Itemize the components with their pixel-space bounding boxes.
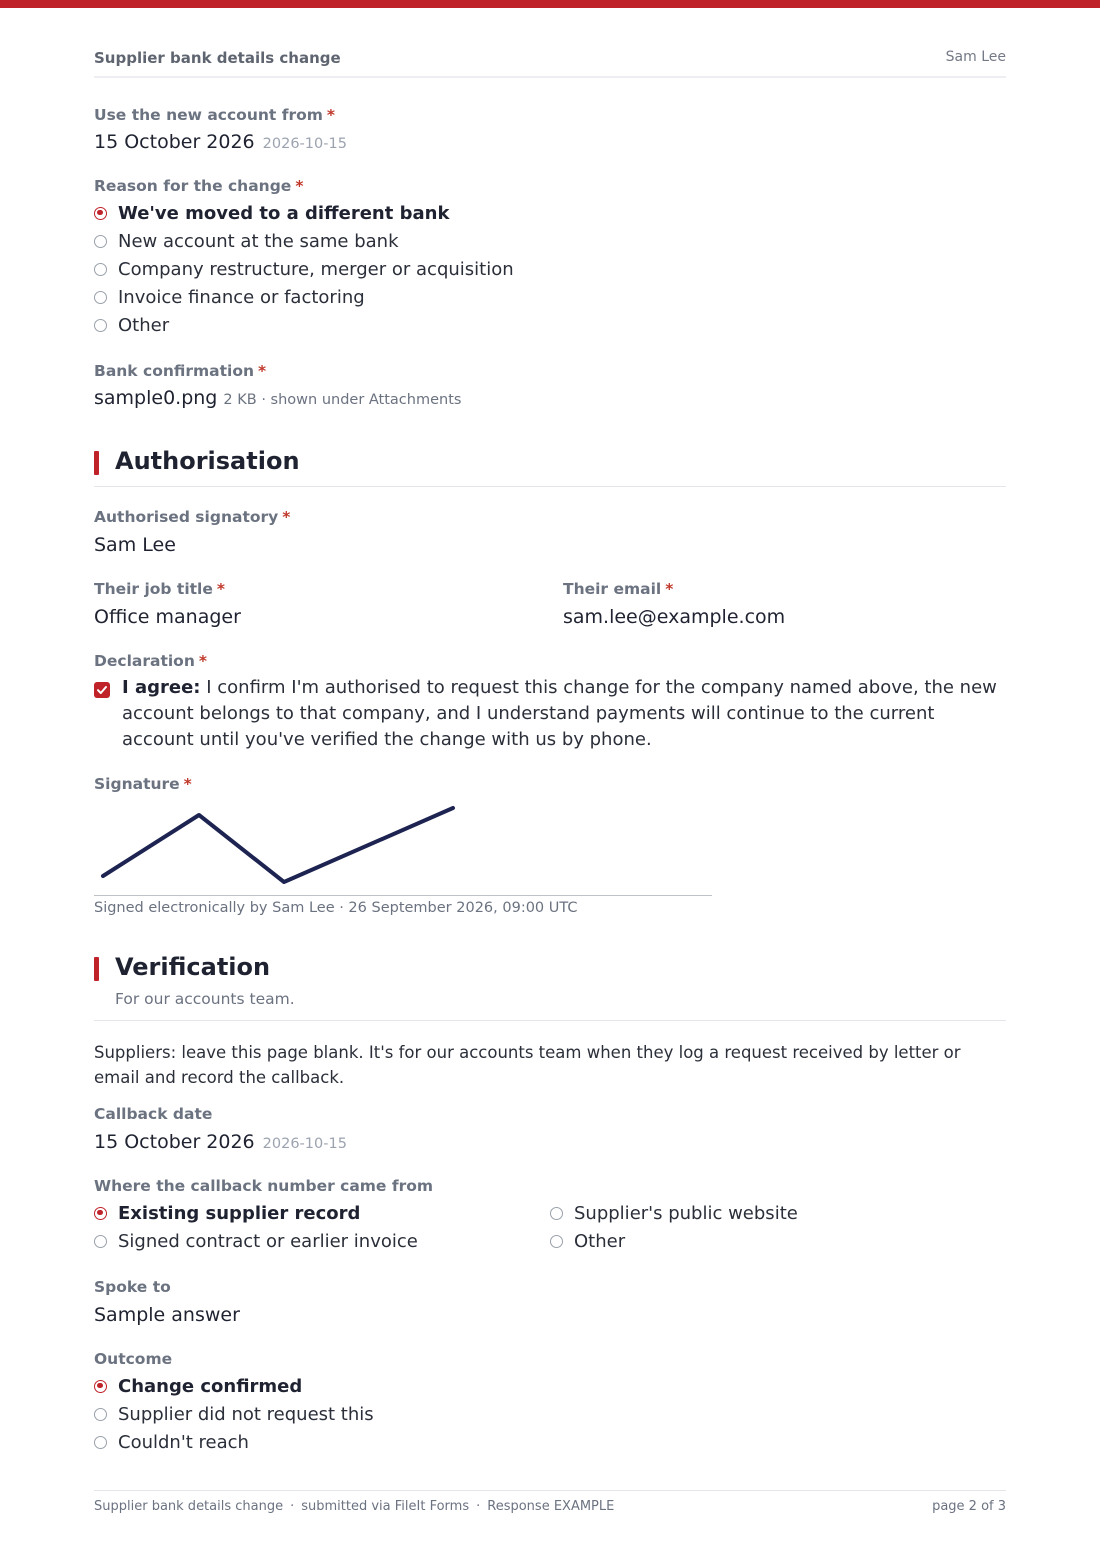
email-label: Their email *: [563, 580, 674, 598]
attachment-file-meta: 2 KB · shown under Attachments: [223, 392, 462, 408]
radio-selected-icon: [94, 1207, 107, 1220]
signature-label: Signature *: [94, 775, 192, 793]
number-source-option-other[interactable]: Other: [550, 1227, 798, 1255]
required-mark: *: [183, 775, 192, 793]
spoke-to-value: Sample answer: [94, 1304, 240, 1326]
radio-selected-icon: [94, 207, 107, 220]
outcome-option-confirmed[interactable]: Change confirmed: [94, 1372, 374, 1400]
page-number: page 2 of 3: [932, 1499, 1006, 1514]
required-mark: *: [665, 580, 674, 598]
reason-option-different-bank[interactable]: We've moved to a different bank: [94, 199, 514, 227]
signature-image: [94, 800, 474, 890]
verification-section-header: [94, 953, 1006, 1021]
signature-line: [94, 895, 712, 896]
spoke-to-label: Spoke to: [94, 1278, 171, 1296]
section-accent-bar: [94, 451, 99, 475]
verification-subtitle: For our accounts team.: [115, 990, 295, 1008]
verification-intro: Suppliers: leave this page blank. It's for our accounts team when they log a request received by letter or email and record the callback.: [94, 1043, 961, 1087]
bank-confirmation-file: [94, 387, 461, 409]
reason-option-restructure[interactable]: Company restructure, merger or acquisition: [94, 255, 514, 283]
number-source-option-existing-record[interactable]: Existing supplier record: [94, 1199, 418, 1227]
section-accent-bar: [94, 957, 99, 981]
checkmark-icon: [96, 684, 108, 696]
callback-date-value: 15 October 2026 2026-10-15: [94, 1131, 347, 1153]
reason-label: Reason for the change *: [94, 177, 304, 195]
required-mark: *: [216, 580, 225, 598]
radio-icon: [94, 291, 107, 304]
number-source-option-website[interactable]: Supplier's public website: [550, 1199, 798, 1227]
declaration-agree: I agree:: [122, 677, 201, 698]
radio-selected-icon: [94, 1380, 107, 1393]
required-mark: *: [282, 508, 291, 526]
required-mark: *: [326, 106, 335, 124]
form-title: Supplier bank details change: [94, 49, 341, 67]
authorisation-title: Authorisation: [115, 447, 300, 475]
brand-top-bar: [0, 0, 1100, 8]
number-source-option-contract[interactable]: Signed contract or earlier invoice: [94, 1227, 418, 1255]
required-mark: *: [295, 177, 304, 195]
number-source-options-right: [550, 1199, 798, 1255]
page-header: [94, 48, 1006, 78]
job-title-value: Office manager: [94, 606, 241, 628]
radio-icon: [94, 263, 107, 276]
attachment-file-name[interactable]: sample0.png: [94, 387, 218, 409]
reason-option-same-bank[interactable]: New account at the same bank: [94, 227, 514, 255]
callback-date-iso: 2026-10-15: [262, 1136, 347, 1152]
signed-note: Signed electronically by Sam Lee · 26 September 2026, 09:00 UTC: [94, 900, 578, 916]
required-mark: *: [258, 362, 267, 380]
header-user: Sam Lee: [945, 49, 1006, 65]
reason-option-other[interactable]: Other: [94, 311, 514, 339]
verification-title: Verification: [115, 953, 271, 981]
page-footer: [94, 1490, 1006, 1523]
declaration-label: Declaration *: [94, 652, 207, 670]
outcome-label: Outcome: [94, 1350, 173, 1368]
radio-icon: [550, 1207, 563, 1220]
new-account-from-label: Use the new account from *: [94, 106, 335, 124]
footer-separator: ·: [290, 1499, 295, 1514]
outcome-option-not-requested[interactable]: Supplier did not request this: [94, 1400, 374, 1428]
radio-icon: [94, 1436, 107, 1449]
required-mark: *: [198, 652, 207, 670]
callback-date-label: Callback date: [94, 1105, 213, 1123]
outcome-options: [94, 1372, 374, 1456]
new-account-from-iso: 2026-10-15: [262, 136, 347, 152]
signatory-value: Sam Lee: [94, 534, 176, 556]
declaration-text: I agree: I confirm I'm authorised to request this change for the company named above, the new account belongs to that company, and I understand payments will continue to the current account until you've verified the change with us by phone.: [122, 677, 997, 750]
job-title-label: Their job title *: [94, 580, 225, 598]
number-source-options-left: [94, 1199, 418, 1255]
footer-info: Supplier bank details change · submitted via FileIt Forms · Response EXAMPLE: [94, 1499, 615, 1514]
radio-icon: [94, 235, 107, 248]
new-account-from-value: 15 October 2026 2026-10-15: [94, 131, 347, 153]
declaration-checkbox[interactable]: [94, 682, 110, 698]
footer-separator: ·: [476, 1499, 481, 1514]
bank-confirmation-label: Bank confirmation *: [94, 362, 267, 380]
radio-icon: [94, 319, 107, 332]
outcome-option-unreachable[interactable]: Couldn't reach: [94, 1428, 374, 1456]
reason-options: [94, 199, 514, 339]
email-value: sam.lee@example.com: [563, 606, 786, 628]
authorisation-section-header: [94, 447, 1006, 487]
radio-icon: [550, 1235, 563, 1248]
signatory-label: Authorised signatory *: [94, 508, 291, 526]
radio-icon: [94, 1408, 107, 1421]
number-source-label: Where the callback number came from: [94, 1177, 434, 1195]
radio-icon: [94, 1235, 107, 1248]
reason-option-invoice-finance[interactable]: Invoice finance or factoring: [94, 283, 514, 311]
